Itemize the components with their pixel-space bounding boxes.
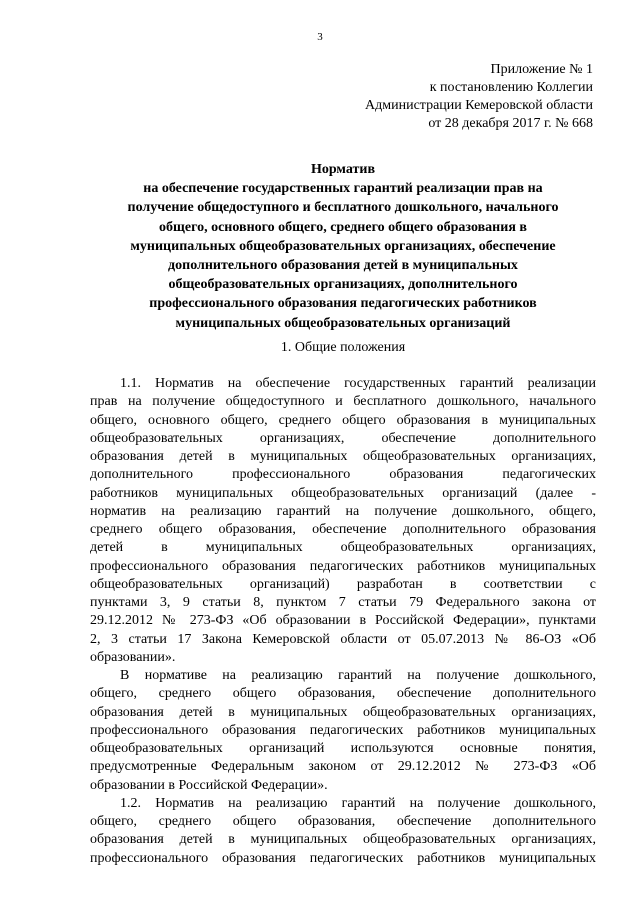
title-line: муниципальных общеобразовательных организациях, обеспечение <box>130 238 556 254</box>
page-number: 3 <box>317 31 323 43</box>
text-line: образования детей в муниципальных общеобразовательных организациях, <box>90 704 596 720</box>
text-line: 2, 3 статьи 17 Закона Кемеровской области от 05.07.2013 № 86-ОЗ «Об <box>90 631 596 647</box>
title-line: получение общедоступного и бесплатного дошкольного, начального <box>127 200 559 216</box>
text-line: общего, основного общего, среднего общего образования в муниципальных <box>90 412 596 428</box>
text-line: общеобразовательных организаций) разработан в соответствии с <box>90 576 596 592</box>
body-text <box>90 375 596 868</box>
title-line: общеобразовательных организациях, дополнительного <box>168 277 518 293</box>
appendix-line: Администрации Кемеровской области <box>365 98 593 113</box>
title-line: муниципальных общеобразовательных организаций <box>175 315 511 331</box>
text-line: образования детей в муниципальных общеобразовательных организациях, <box>90 832 596 848</box>
text-line: 29.12.2012 № 273-ФЗ «Об образовании в Российской Федерации», пунктами <box>90 613 596 629</box>
text-line: 1.1. Норматив на обеспечение государственных гарантий реализации <box>120 376 596 391</box>
section-heading: 1. Общие положения <box>280 340 406 355</box>
text-line: общеобразовательных организаций используются основные понятия, <box>90 741 596 756</box>
title-line: на обеспечение государственных гарантий реализации прав на <box>143 181 543 197</box>
text-line: общего, среднего общего образования, обеспечение дополнительного <box>90 686 596 702</box>
text-line: 1.2. Норматив на реализацию гарантий на получение дошкольного, <box>120 795 596 811</box>
text-line: профессионального образования педагогических работников муниципальных <box>90 850 596 866</box>
text-line: норматив на реализацию гарантий на получение дошкольного, общего, <box>90 503 596 519</box>
appendix-line: от 28 декабря 2017 г. № 668 <box>428 116 593 131</box>
text-line: среднего общего образования, обеспечение дополнительного образования <box>90 522 596 537</box>
title-line: Норматив <box>310 162 376 177</box>
text-line: образовании в Российской Федерации». <box>90 777 328 793</box>
appendix-line: Приложение № 1 <box>490 62 593 77</box>
text-line: пунктами 3, 9 статьи 8, пунктом 7 статьи 79 Федерального закона от <box>90 595 596 610</box>
document-title <box>88 160 598 333</box>
text-line: дополнительного профессионального образования педагогических <box>90 467 596 483</box>
text-line: профессионального образования педагогических работников муниципальных <box>90 558 596 574</box>
title-line: профессионального образования педагогических работников <box>149 296 537 312</box>
appendix-line: к постановлению Коллегии <box>429 80 593 95</box>
text-line: образования детей в муниципальных общеобразовательных организациях, <box>90 449 596 464</box>
text-line: В нормативе на реализацию гарантий на получение дошкольного, <box>120 668 596 683</box>
title-line: общего, основного общего, среднего общего образования в <box>159 219 527 235</box>
text-line: общего, среднего общего образования, обеспечение дополнительного <box>90 814 596 829</box>
text-line: общеобразовательных организациях, обеспечение дополнительного <box>90 430 596 446</box>
text-line: детей в муниципальных общеобразовательных организациях, <box>90 540 596 556</box>
title-line: дополнительного образования детей в муниципальных <box>168 258 518 274</box>
appendix-header <box>365 61 593 133</box>
text-line: прав на получение общедоступного и бесплатного дошкольного, начального <box>90 394 596 410</box>
text-line: работников муниципальных общеобразовательных организаций (далее - <box>90 485 596 501</box>
text-line: профессионального образования педагогических работников муниципальных <box>90 722 596 738</box>
text-line: предусмотренные Федеральным законом от 29.12.2012 № 273-ФЗ «Об <box>90 759 596 775</box>
text-line: образовании». <box>90 649 176 665</box>
